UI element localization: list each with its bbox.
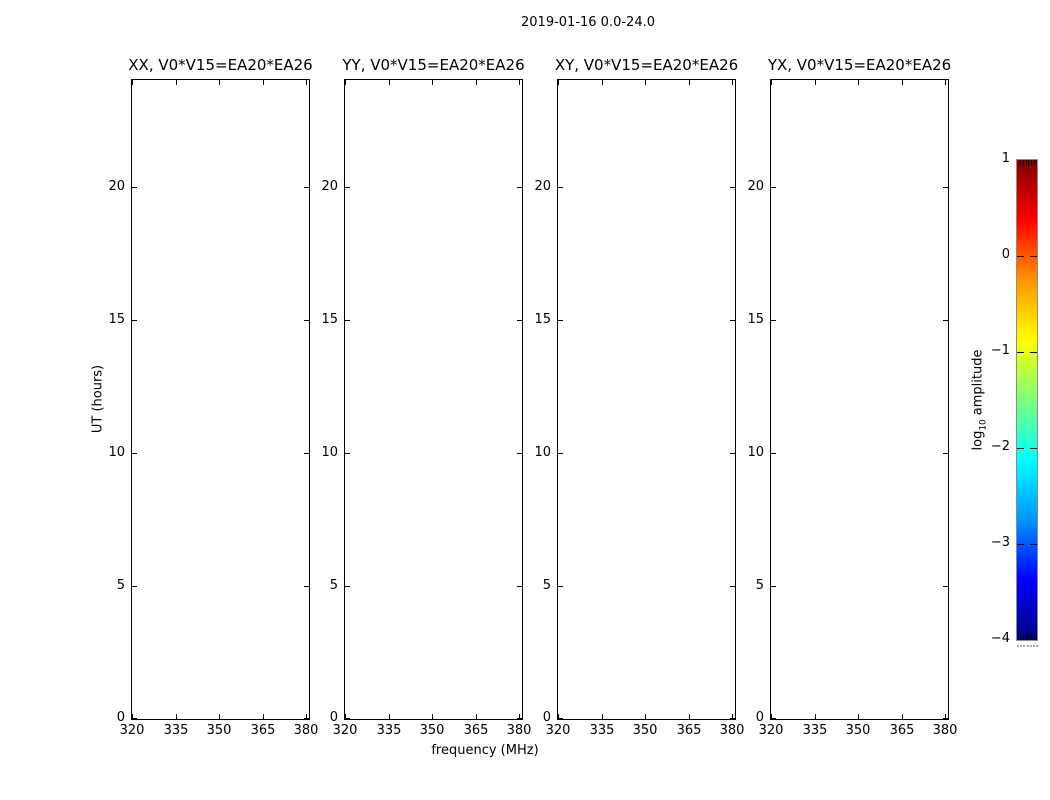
x-tick-label: 350 bbox=[632, 723, 658, 738]
colorbar-edge-tick bbox=[1023, 160, 1024, 166]
y-tick bbox=[730, 187, 735, 188]
x-tick bbox=[263, 714, 264, 719]
colorbar-edge-tick bbox=[1020, 634, 1021, 640]
y-tick-label: 20 bbox=[534, 179, 551, 194]
x-tick bbox=[558, 80, 559, 85]
y-tick-label: 15 bbox=[534, 312, 551, 327]
y-tick bbox=[943, 718, 948, 719]
y-tick-label: 10 bbox=[747, 445, 764, 460]
colorbar-edge-tick bbox=[1026, 634, 1027, 640]
y-tick bbox=[730, 453, 735, 454]
x-tick bbox=[219, 714, 220, 719]
x-tick bbox=[176, 714, 177, 719]
x-tick bbox=[902, 80, 903, 85]
y-tick bbox=[771, 187, 776, 188]
y-tick bbox=[730, 718, 735, 719]
x-tick bbox=[432, 714, 433, 719]
y-tick bbox=[943, 320, 948, 321]
x-tick-label: 380 bbox=[506, 723, 532, 738]
colorbar-edge-tick bbox=[1028, 634, 1029, 640]
y-tick-label: 10 bbox=[108, 445, 125, 460]
y-tick bbox=[132, 187, 137, 188]
x-tick bbox=[476, 80, 477, 85]
plot-panel-yx bbox=[770, 79, 949, 720]
y-tick-label: 5 bbox=[329, 578, 338, 593]
x-tick-label: 365 bbox=[250, 723, 276, 738]
y-tick bbox=[558, 187, 563, 188]
colorbar-edge-tick bbox=[1034, 634, 1035, 640]
colorbar-footnote-dot bbox=[1020, 645, 1022, 647]
y-tick bbox=[345, 320, 350, 321]
x-tick bbox=[858, 80, 859, 85]
x-tick bbox=[345, 80, 346, 85]
colorbar-tick bbox=[1017, 448, 1024, 449]
y-tick bbox=[771, 320, 776, 321]
x-tick-label: 380 bbox=[719, 723, 745, 738]
colorbar-tick bbox=[1017, 256, 1024, 257]
colorbar-label-prefix: log bbox=[970, 430, 986, 451]
x-tick bbox=[771, 80, 772, 85]
y-tick-label: 20 bbox=[108, 179, 125, 194]
x-tick bbox=[219, 80, 220, 85]
y-tick bbox=[304, 320, 309, 321]
y-tick-label: 10 bbox=[321, 445, 338, 460]
colorbar bbox=[1016, 159, 1038, 641]
colorbar-label-subscript: 10 bbox=[978, 419, 989, 431]
x-tick-label: 320 bbox=[545, 723, 571, 738]
y-tick-label: 15 bbox=[108, 312, 125, 327]
x-tick-label: 365 bbox=[889, 723, 915, 738]
panel-title-yx: YX, V0*V15=EA20*EA26 bbox=[767, 56, 952, 74]
plot-panel-xx bbox=[131, 79, 310, 720]
x-axis-label: frequency (MHz) bbox=[431, 743, 539, 758]
y-tick bbox=[304, 187, 309, 188]
y-tick bbox=[517, 320, 522, 321]
colorbar-tick-label: −1 bbox=[990, 343, 1010, 358]
colorbar-label-suffix: amplitude bbox=[970, 349, 986, 416]
y-tick bbox=[943, 586, 948, 587]
colorbar-footnote-dot bbox=[1027, 645, 1029, 647]
colorbar-edge-tick bbox=[1020, 160, 1021, 166]
colorbar-tick-label: −2 bbox=[990, 439, 1010, 454]
x-tick bbox=[815, 80, 816, 85]
y-tick bbox=[517, 718, 522, 719]
x-tick-label: 380 bbox=[932, 723, 958, 738]
figure-title: 2019-01-16 0.0-24.0 bbox=[521, 15, 655, 30]
y-tick-label: 0 bbox=[542, 710, 551, 725]
x-tick bbox=[815, 714, 816, 719]
colorbar-footnote-dot bbox=[1023, 645, 1025, 647]
y-tick bbox=[304, 453, 309, 454]
y-tick-label: 5 bbox=[116, 578, 125, 593]
y-tick bbox=[558, 453, 563, 454]
colorbar-tick-label: −3 bbox=[990, 535, 1010, 550]
y-tick bbox=[771, 586, 776, 587]
x-tick bbox=[689, 714, 690, 719]
y-tick-label: 5 bbox=[542, 578, 551, 593]
colorbar-footnote-dot bbox=[1036, 645, 1038, 647]
x-tick-label: 350 bbox=[845, 723, 871, 738]
y-tick bbox=[304, 718, 309, 719]
y-tick-label: 15 bbox=[747, 312, 764, 327]
x-tick-label: 350 bbox=[419, 723, 445, 738]
x-tick bbox=[132, 80, 133, 85]
y-tick-label: 15 bbox=[321, 312, 338, 327]
x-tick-label: 335 bbox=[802, 723, 828, 738]
y-tick bbox=[558, 586, 563, 587]
x-tick-label: 320 bbox=[758, 723, 784, 738]
y-tick bbox=[345, 187, 350, 188]
colorbar-tick bbox=[1030, 448, 1037, 449]
colorbar-tick bbox=[1017, 544, 1024, 545]
colorbar-edge-tick bbox=[1034, 160, 1035, 166]
y-tick bbox=[304, 586, 309, 587]
x-tick-label: 335 bbox=[589, 723, 615, 738]
colorbar-edge-tick bbox=[1026, 160, 1027, 166]
x-tick bbox=[519, 80, 520, 85]
y-tick bbox=[132, 320, 137, 321]
x-tick-label: 320 bbox=[332, 723, 358, 738]
y-tick-label: 10 bbox=[534, 445, 551, 460]
colorbar-footnote-dot bbox=[1017, 645, 1019, 647]
y-tick bbox=[771, 718, 776, 719]
y-tick bbox=[943, 187, 948, 188]
x-tick bbox=[732, 80, 733, 85]
colorbar-label bbox=[971, 350, 992, 451]
x-tick bbox=[602, 714, 603, 719]
y-tick-label: 0 bbox=[329, 710, 338, 725]
y-tick-label: 5 bbox=[755, 578, 764, 593]
y-tick bbox=[132, 586, 137, 587]
y-tick-label: 0 bbox=[755, 710, 764, 725]
x-tick bbox=[176, 80, 177, 85]
x-tick bbox=[945, 80, 946, 85]
x-tick bbox=[306, 80, 307, 85]
colorbar-tick bbox=[1030, 544, 1037, 545]
panel-title-yy: YY, V0*V15=EA20*EA26 bbox=[342, 56, 525, 74]
x-tick-label: 350 bbox=[206, 723, 232, 738]
panel-title-xx: XX, V0*V15=EA20*EA26 bbox=[128, 56, 313, 74]
colorbar-footnote-dot bbox=[1033, 645, 1035, 647]
y-tick bbox=[558, 718, 563, 719]
x-tick-label: 380 bbox=[293, 723, 319, 738]
x-tick-label: 335 bbox=[163, 723, 189, 738]
y-tick-label: 20 bbox=[747, 179, 764, 194]
colorbar-tick bbox=[1030, 352, 1037, 353]
x-tick-label: 320 bbox=[119, 723, 145, 738]
y-axis-label: UT (hours) bbox=[90, 364, 106, 434]
x-tick bbox=[263, 80, 264, 85]
x-tick-label: 365 bbox=[676, 723, 702, 738]
y-tick bbox=[132, 718, 137, 719]
x-tick bbox=[645, 80, 646, 85]
y-tick bbox=[345, 453, 350, 454]
y-tick bbox=[558, 320, 563, 321]
x-tick bbox=[389, 714, 390, 719]
y-tick bbox=[517, 586, 522, 587]
plot-panel-xy bbox=[557, 79, 736, 720]
colorbar-tick-label: −4 bbox=[990, 631, 1010, 646]
x-tick bbox=[858, 714, 859, 719]
colorbar-edge-tick bbox=[1023, 634, 1024, 640]
colorbar-tick bbox=[1017, 352, 1024, 353]
x-tick bbox=[389, 80, 390, 85]
y-tick bbox=[132, 453, 137, 454]
x-tick-label: 365 bbox=[463, 723, 489, 738]
colorbar-footnote-dot bbox=[1030, 645, 1032, 647]
y-tick bbox=[517, 453, 522, 454]
y-tick-label: 0 bbox=[116, 710, 125, 725]
colorbar-tick-label: 1 bbox=[1001, 151, 1010, 166]
x-tick bbox=[645, 714, 646, 719]
y-tick bbox=[345, 718, 350, 719]
colorbar-edge-tick bbox=[1028, 160, 1029, 166]
colorbar-tick bbox=[1030, 256, 1037, 257]
y-tick bbox=[771, 453, 776, 454]
colorbar-tick-label: 0 bbox=[1001, 247, 1010, 262]
x-tick bbox=[689, 80, 690, 85]
y-tick bbox=[517, 187, 522, 188]
colorbar-edge-tick bbox=[1031, 634, 1032, 640]
y-tick bbox=[943, 453, 948, 454]
y-tick bbox=[730, 586, 735, 587]
panel-title-xy: XY, V0*V15=EA20*EA26 bbox=[554, 56, 739, 74]
y-tick bbox=[730, 320, 735, 321]
y-tick bbox=[345, 586, 350, 587]
x-tick bbox=[432, 80, 433, 85]
x-tick bbox=[602, 80, 603, 85]
y-tick-label: 20 bbox=[321, 179, 338, 194]
colorbar-edge-tick bbox=[1031, 160, 1032, 166]
x-tick-label: 335 bbox=[376, 723, 402, 738]
x-tick bbox=[902, 714, 903, 719]
plot-panel-yy bbox=[344, 79, 523, 720]
x-tick bbox=[476, 714, 477, 719]
